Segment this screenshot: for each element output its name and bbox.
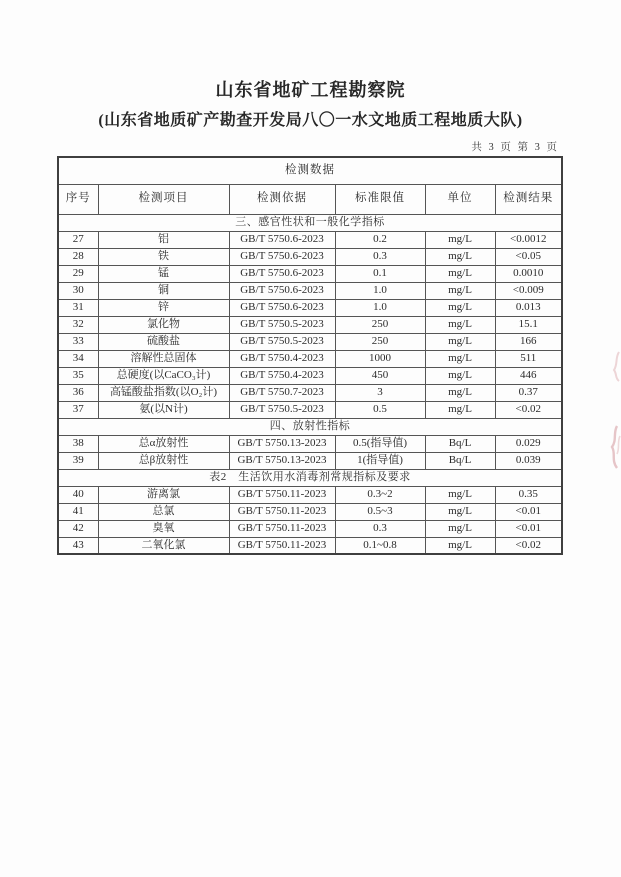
row-number: 27 [58,231,98,248]
organization-subtitle: (山东省地质矿产勘查开发局八〇一水文地质工程地质大队) [98,112,523,129]
unit: mg/L [425,486,495,503]
column-header: 检测结果 [495,184,562,214]
column-header: 检测项目 [98,184,229,214]
item-name: 二氧化氯 [98,537,229,554]
unit: mg/L [425,333,495,350]
unit: mg/L [425,401,495,418]
test-method: GB/T 5750.7-2023 [229,384,335,401]
unit: Bq/L [425,452,495,469]
row-number: 38 [58,435,98,452]
standard-limit: 0.5 [335,401,425,418]
section-label: 四、放射性指标 [58,418,562,435]
test-result: 446 [495,367,562,384]
test-method: GB/T 5750.4-2023 [229,350,335,367]
standard-limit: 1.0 [335,282,425,299]
test-result: 15.1 [495,316,562,333]
table-row [58,367,562,384]
test-result: 0.35 [495,486,562,503]
item-name: 游离氯 [98,486,229,503]
test-result: <0.0012 [495,231,562,248]
test-result: 166 [495,333,562,350]
test-result: 0.37 [495,384,562,401]
test-method: GB/T 5750.5-2023 [229,401,335,418]
column-header: 标准限值 [335,184,425,214]
section-row [58,418,562,435]
unit: mg/L [425,282,495,299]
test-result: <0.009 [495,282,562,299]
standard-limit: 250 [335,316,425,333]
row-number: 31 [58,299,98,316]
test-method: GB/T 5750.11-2023 [229,503,335,520]
table-row [58,316,562,333]
item-name: 高锰酸盐指数(以O₂计) [98,384,229,401]
standard-limit: 0.1 [335,265,425,282]
red-seal-edge-fragment [605,348,621,478]
standard-limit: 0.3~2 [335,486,425,503]
document-header [0,0,621,130]
table-row [58,248,562,265]
table-header-row [58,184,562,214]
standard-limit: 1.0 [335,299,425,316]
standard-limit: 450 [335,367,425,384]
test-method: GB/T 5750.6-2023 [229,282,335,299]
section-row [58,469,562,486]
item-name: 氯化物 [98,316,229,333]
column-header: 单位 [425,184,495,214]
test-method: GB/T 5750.6-2023 [229,231,335,248]
test-result: <0.01 [495,503,562,520]
item-name: 总α放射性 [98,435,229,452]
column-header: 序号 [58,184,98,214]
test-result: <0.02 [495,537,562,554]
test-method: GB/T 5750.13-2023 [229,452,335,469]
row-number: 29 [58,265,98,282]
table-row [58,503,562,520]
item-name: 臭氧 [98,520,229,537]
test-data-table [57,156,563,555]
test-result: 0.013 [495,299,562,316]
unit: mg/L [425,299,495,316]
table-row [58,486,562,503]
column-header: 检测依据 [229,184,335,214]
row-number: 28 [58,248,98,265]
test-method: GB/T 5750.11-2023 [229,537,335,554]
standard-limit: 3 [335,384,425,401]
table-row [58,299,562,316]
table-row [58,282,562,299]
test-method: GB/T 5750.4-2023 [229,367,335,384]
table-row [58,265,562,282]
table-row [58,452,562,469]
unit: mg/L [425,316,495,333]
section-row [58,214,562,231]
unit: mg/L [425,231,495,248]
item-name: 铁 [98,248,229,265]
row-number: 40 [58,486,98,503]
standard-limit: 1000 [335,350,425,367]
standard-limit: 0.5(指导值) [335,435,425,452]
unit: mg/L [425,367,495,384]
section-label: 表2 生活饮用水消毒剂常规指标及要求 [58,469,562,486]
row-number: 30 [58,282,98,299]
page-number-info: 共 3 页 第 3 页 [471,142,559,153]
standard-limit: 0.1~0.8 [335,537,425,554]
row-number: 39 [58,452,98,469]
item-name: 总氯 [98,503,229,520]
unit: mg/L [425,537,495,554]
table-title-row [58,157,562,184]
standard-limit: 0.2 [335,231,425,248]
unit: mg/L [425,265,495,282]
test-method: GB/T 5750.13-2023 [229,435,335,452]
standard-limit: 0.5~3 [335,503,425,520]
item-name: 铜 [98,282,229,299]
item-name: 总硬度(以CaCO₃计) [98,367,229,384]
test-result: 511 [495,350,562,367]
test-method: GB/T 5750.6-2023 [229,299,335,316]
test-result: 0.039 [495,452,562,469]
row-number: 41 [58,503,98,520]
unit: mg/L [425,248,495,265]
unit: Bq/L [425,435,495,452]
row-number: 37 [58,401,98,418]
table-row [58,435,562,452]
test-method: GB/T 5750.11-2023 [229,486,335,503]
table-row [58,350,562,367]
test-result: 0.029 [495,435,562,452]
section-label: 三、感官性状和一般化学指标 [58,214,562,231]
row-number: 33 [58,333,98,350]
test-result: <0.05 [495,248,562,265]
table-row [58,231,562,248]
test-result: 0.0010 [495,265,562,282]
unit: mg/L [425,503,495,520]
test-method: GB/T 5750.5-2023 [229,316,335,333]
test-result: <0.01 [495,520,562,537]
row-number: 36 [58,384,98,401]
standard-limit: 0.3 [335,248,425,265]
item-name: 溶解性总固体 [98,350,229,367]
table-row [58,333,562,350]
unit: mg/L [425,384,495,401]
standard-limit: 1(指导值) [335,452,425,469]
item-name: 硫酸盐 [98,333,229,350]
unit: mg/L [425,350,495,367]
test-method: GB/T 5750.6-2023 [229,265,335,282]
table-row [58,401,562,418]
table-title: 检测数据 [58,157,562,184]
table-row [58,537,562,554]
organization-name: 山东省地矿工程勘察院 [215,80,406,100]
test-result: <0.02 [495,401,562,418]
row-number: 32 [58,316,98,333]
table-row [58,520,562,537]
row-number: 34 [58,350,98,367]
item-name: 铝 [98,231,229,248]
test-method: GB/T 5750.6-2023 [229,248,335,265]
row-number: 35 [58,367,98,384]
row-number: 43 [58,537,98,554]
row-number: 42 [58,520,98,537]
table-row [58,384,562,401]
unit: mg/L [425,520,495,537]
standard-limit: 250 [335,333,425,350]
item-name: 锰 [98,265,229,282]
standard-limit: 0.3 [335,520,425,537]
item-name: 氨(以N计) [98,401,229,418]
test-method: GB/T 5750.5-2023 [229,333,335,350]
item-name: 锌 [98,299,229,316]
test-method: GB/T 5750.11-2023 [229,520,335,537]
item-name: 总β放射性 [98,452,229,469]
